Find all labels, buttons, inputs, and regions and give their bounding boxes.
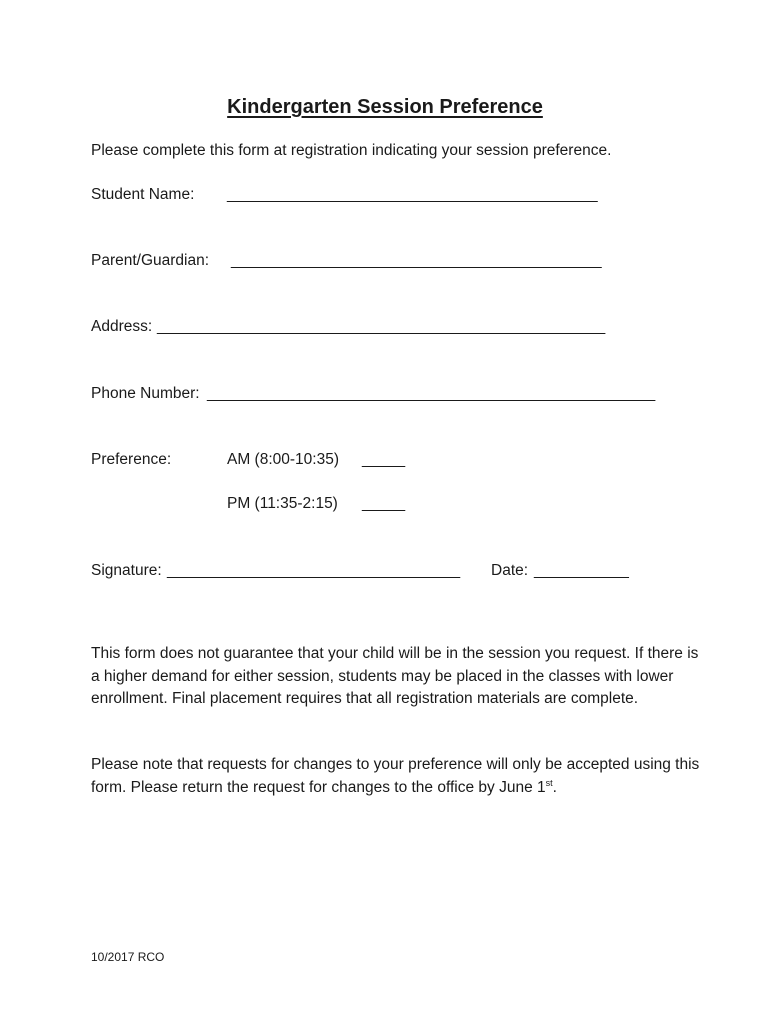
- student-name-field[interactable]: ___________________________________________: [227, 186, 598, 203]
- signature-label: Signature:: [91, 562, 162, 579]
- phone-number-field[interactable]: ____________________________________________________: [207, 385, 656, 402]
- address-field[interactable]: ____________________________________________________: [157, 318, 606, 335]
- preference-label: Preference:: [91, 451, 172, 468]
- note-text: Please note that requests for changes to your preference will only be accepted using this form. Please return the request for changes to the office by June 1: [91, 756, 700, 796]
- note-paragraph: [91, 754, 701, 799]
- preference-option-pm-field[interactable]: _____: [362, 495, 406, 512]
- phone-number-label: Phone Number:: [91, 385, 200, 402]
- preference-option-pm-label: PM (11:35-2:15): [227, 495, 338, 512]
- preference-option-am-label: AM (8:00-10:35): [227, 451, 339, 468]
- student-name-label: Student Name:: [91, 186, 195, 203]
- address-label: Address:: [91, 318, 153, 335]
- footer-revision: 10/2017 RCO: [91, 950, 165, 964]
- preference-option-am-field[interactable]: _____: [362, 451, 406, 468]
- note-end: .: [552, 778, 557, 796]
- note-superscript: st: [545, 777, 553, 788]
- form-title: Kindergarten Session Preference: [227, 96, 543, 118]
- date-label: Date:: [491, 562, 529, 579]
- parent-guardian-field[interactable]: ___________________________________________: [231, 252, 602, 269]
- signature-field[interactable]: __________________________________: [167, 562, 461, 579]
- form-instructions: Please complete this form at registration indicating your session preference.: [91, 142, 612, 159]
- parent-guardian-label: Parent/Guardian:: [91, 252, 210, 269]
- date-field[interactable]: ___________: [534, 562, 629, 579]
- disclaimer-paragraph: This form does not guarantee that your child will be in the session you request. If there is a higher demand for either session, students may be placed in the classes with lower enrollment. Final placement requires that all registration materials are complete.: [91, 645, 699, 707]
